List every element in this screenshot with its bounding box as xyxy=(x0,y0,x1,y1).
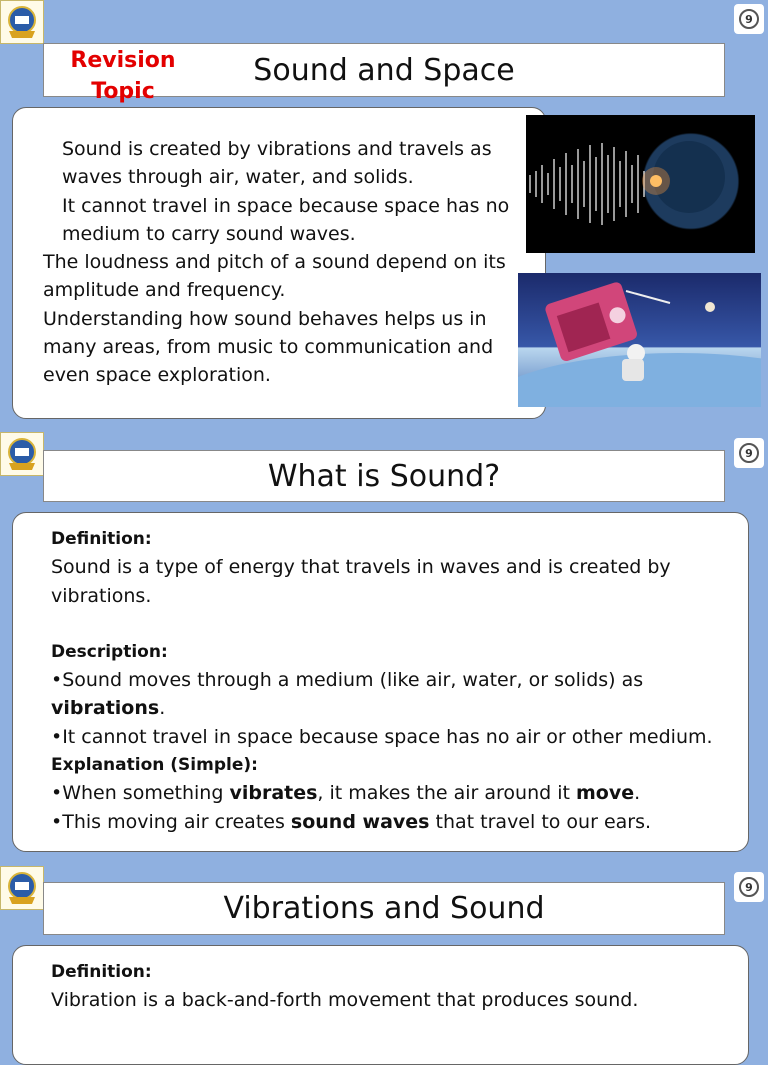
revision-tag: Revision Topic xyxy=(70,48,176,104)
intro-paragraph-4: Understanding how sound behaves helps us in many areas, from music to communication and even space exploration. xyxy=(43,307,494,387)
title-bar xyxy=(43,882,725,935)
school-logo xyxy=(0,0,44,44)
page-title: Sound and Space xyxy=(253,52,515,88)
grade-badge xyxy=(734,872,764,902)
astronaut-radio-image xyxy=(518,273,761,407)
definition-text: Sound is a type of energy that travels in waves and is created by vibrations. xyxy=(51,556,671,607)
title-bar xyxy=(43,43,725,104)
slide-what-is-sound xyxy=(0,432,768,864)
explanation-item-2: •This moving air creates sound waves that travel to our ears. xyxy=(51,810,652,833)
explanation-heading: Explanation (Simple): xyxy=(51,755,258,776)
description-item-1: •Sound moves through a medium (like air, water, or solids) as vibrations. xyxy=(51,669,644,720)
intro-card xyxy=(12,107,546,419)
content-card xyxy=(12,512,749,852)
content-card xyxy=(12,945,749,1065)
grade-number: 9 xyxy=(739,877,759,897)
slide-vibrations-and-sound xyxy=(0,866,768,1024)
definition-heading: Definition: xyxy=(51,529,152,549)
explanation-item-1: •When something vibrates, it makes the air around it move. xyxy=(51,782,641,805)
definition-text: Vibration is a back-and-forth movement that produces sound. xyxy=(51,989,639,1012)
page-title: What is Sound? xyxy=(267,458,501,494)
sound-wave-planet-image xyxy=(526,115,755,253)
intro-paragraph-2: It cannot travel in space because space has no medium to carry sound waves. xyxy=(62,194,510,245)
grade-number: 9 xyxy=(739,9,759,29)
page-title: Vibrations and Sound xyxy=(223,891,545,926)
grade-badge xyxy=(734,438,764,468)
grade-number: 9 xyxy=(739,443,759,463)
definition-heading: Definition: xyxy=(51,962,152,982)
school-logo xyxy=(0,432,44,476)
intro-paragraph-3: The loudness and pitch of a sound depend on its amplitude and frequency. xyxy=(43,251,506,302)
description-item-2: •It cannot travel in space because space has no air or other medium. xyxy=(51,725,713,748)
intro-paragraph-1: Sound is created by vibrations and travels as waves through air, water, and solids. xyxy=(62,138,492,189)
grade-badge xyxy=(734,4,764,34)
school-logo xyxy=(0,866,44,910)
description-heading: Description: xyxy=(51,641,168,662)
title-bar xyxy=(43,450,725,502)
slide-sound-and-space xyxy=(0,0,768,430)
